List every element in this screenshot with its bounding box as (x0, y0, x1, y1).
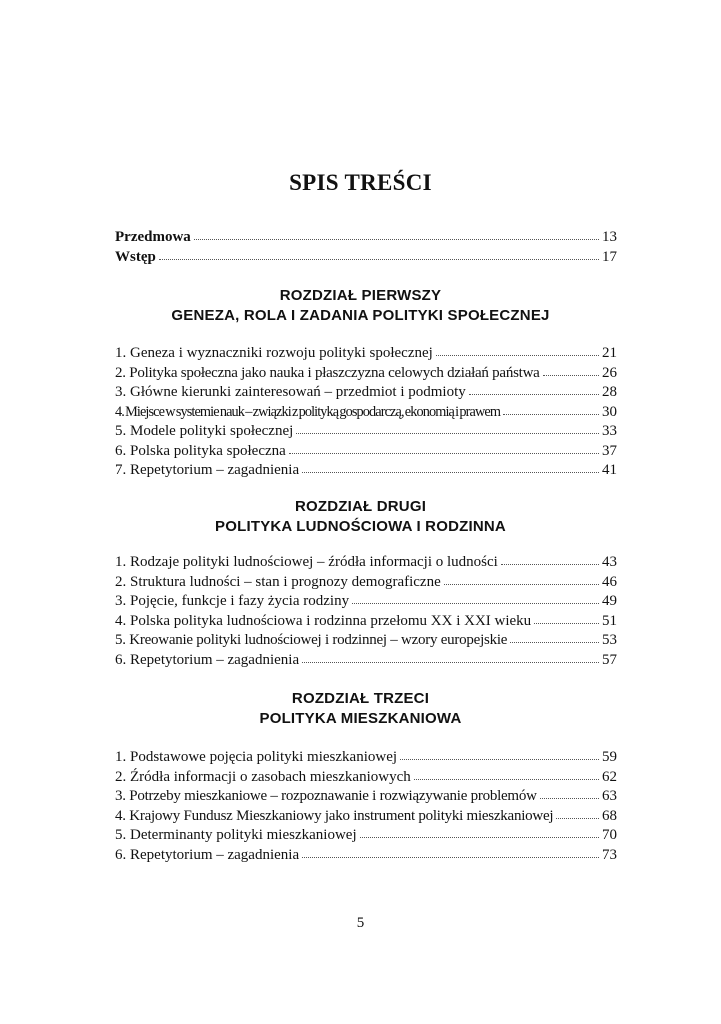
toc-entry (115, 364, 617, 384)
toc-entry (115, 344, 617, 364)
toc-entry-label: 3. Pojęcie, funkcje i fazy życia rodziny (115, 593, 350, 609)
chapter-2-header (0, 497, 721, 537)
dot-leader (510, 641, 599, 643)
toc-entry-label: 4. Polska polityka ludnościowa i rodzinna przełomu XX i XXI wieku (115, 612, 532, 629)
dot-leader (556, 817, 599, 819)
toc-entry-page: 33 (602, 423, 617, 439)
toc-entry (115, 631, 617, 651)
chapter-3-subtitle: POLITYKA MIESZKANIOWA (259, 710, 462, 727)
toc-entry-page: 73 (602, 846, 617, 863)
toc-entry (115, 651, 617, 671)
dot-leader (302, 661, 599, 663)
toc-entry-label: 4. Miejsce w systemie nauk – związki z polityką gospodarczą, ekonomią i prawem (115, 403, 501, 420)
toc-entry-label: 3. Potrzeby mieszkaniowe – rozpoznawanie i rozwiązywanie problemów (115, 788, 537, 804)
front-matter-list (115, 228, 617, 267)
dot-leader (289, 452, 599, 454)
toc-entry-label: 6. Repetytorium – zagadnienia (115, 651, 300, 668)
toc-entry-page: 70 (602, 827, 617, 843)
toc-entry-page: 30 (602, 403, 617, 420)
chapter-3-heading: ROZDZIAŁ TRZECI (291, 690, 430, 707)
toc-entry-introduction (115, 248, 617, 268)
chapter-3-entries (115, 748, 617, 865)
toc-entry-page: 37 (602, 442, 617, 459)
dot-leader (414, 778, 599, 780)
toc-entry-label: 2. Polityka społeczna jako nauka i płaszczyzna celowych działań państwa (115, 364, 540, 381)
dot-leader (296, 432, 599, 434)
toc-entry-label: 2. Struktura ludności – stan i prognozy demograficzne (115, 573, 441, 590)
dot-leader (302, 856, 599, 858)
dot-leader (501, 563, 599, 565)
toc-entry-page: 63 (602, 788, 617, 804)
dot-leader (360, 836, 599, 838)
chapter-1-header (0, 286, 721, 326)
toc-entry-page: 49 (602, 593, 617, 609)
toc-entry-page: 68 (602, 807, 617, 824)
toc-entry-page: 41 (602, 462, 617, 478)
toc-entry (115, 612, 617, 632)
toc-entry-page: 43 (602, 554, 617, 570)
dot-leader (534, 622, 599, 624)
toc-entry (115, 807, 617, 827)
toc-entry-page: 28 (602, 384, 617, 400)
toc-entry-page: 59 (602, 749, 617, 765)
toc-entry-page: 21 (602, 345, 617, 361)
toc-entry (115, 573, 617, 593)
toc-entry (115, 826, 617, 846)
toc-entry-page: 46 (602, 573, 617, 590)
toc-entry-label: 2. Źródła informacji o zasobach mieszkaniowych (115, 768, 411, 785)
dot-leader (400, 758, 599, 760)
toc-entry (115, 383, 617, 403)
page-title: SPIS TREŚCI (289, 170, 432, 195)
chapter-3-header (0, 689, 721, 729)
chapter-2-entries (115, 553, 617, 670)
toc-entry-label: 1. Geneza i wyznaczniki rozwoju polityki społecznej (115, 345, 433, 361)
chapter-1-subtitle: GENEZA, ROLA I ZADANIA POLITYKI SPOŁECZNEJ (171, 307, 550, 324)
toc-entry (115, 846, 617, 866)
toc-entry-page: 13 (602, 229, 617, 245)
toc-entry-label: 7. Repetytorium – zagadnienia (115, 462, 300, 478)
toc-entry-label: 5. Determinanty polityki mieszkaniowej (115, 827, 357, 843)
toc-entry-page: 17 (602, 248, 617, 265)
toc-entry-label: 6. Repetytorium – zagadnienia (115, 846, 300, 863)
toc-entry-page: 57 (602, 651, 617, 668)
toc-entry-page: 51 (602, 612, 617, 629)
toc-entry-label: 1. Rodzaje polityki ludnościowej – źródła informacji o ludności (115, 554, 498, 570)
page-number: 5 (356, 915, 365, 931)
dot-leader (543, 374, 599, 376)
toc-entry (115, 403, 617, 423)
dot-leader (444, 583, 599, 585)
toc-entry-label: Przedmowa (115, 229, 191, 245)
dot-leader (540, 797, 599, 799)
toc-entry (115, 787, 617, 807)
dot-leader (503, 413, 599, 415)
dot-leader (159, 258, 599, 260)
toc-entry-label: 6. Polska polityka społeczna (115, 442, 286, 459)
toc-entry (115, 768, 617, 788)
toc-entry-page: 53 (602, 632, 617, 648)
toc-entry-preface (115, 228, 617, 248)
dot-leader (194, 238, 599, 240)
toc-entry-label: 5. Kreowanie polityki ludnościowej i rodzinnej – wzory europejskie (115, 632, 508, 648)
chapter-2-subtitle: POLITYKA LUDNOŚCIOWA I RODZINNA (215, 518, 506, 535)
chapter-2-heading: ROZDZIAŁ DRUGI (294, 498, 427, 515)
toc-entry-label: 4. Krajowy Fundusz Mieszkaniowy jako instrument polityki mieszkaniowej (115, 807, 554, 824)
toc-entry (115, 422, 617, 442)
toc-entry-page: 62 (602, 768, 617, 785)
chapter-1-entries (115, 344, 617, 481)
toc-entry (115, 592, 617, 612)
toc-entry (115, 442, 617, 462)
toc-entry (115, 748, 617, 768)
toc-entry (115, 553, 617, 573)
chapter-1-heading: ROZDZIAŁ PIERWSZY (279, 287, 442, 304)
toc-entry-label: 5. Modele polityki społecznej (115, 423, 294, 439)
toc-entry (115, 461, 617, 481)
dot-leader (436, 354, 599, 356)
toc-entry-page: 26 (602, 364, 617, 381)
toc-entry-label: 3. Główne kierunki zainteresowań – przedmiot i podmioty (115, 384, 466, 400)
dot-leader (352, 602, 599, 604)
toc-entry-label: 1. Podstawowe pojęcia polityki mieszkaniowej (115, 749, 398, 765)
toc-entry-label: Wstęp (115, 248, 156, 265)
dot-leader (469, 393, 599, 395)
dot-leader (302, 471, 599, 473)
